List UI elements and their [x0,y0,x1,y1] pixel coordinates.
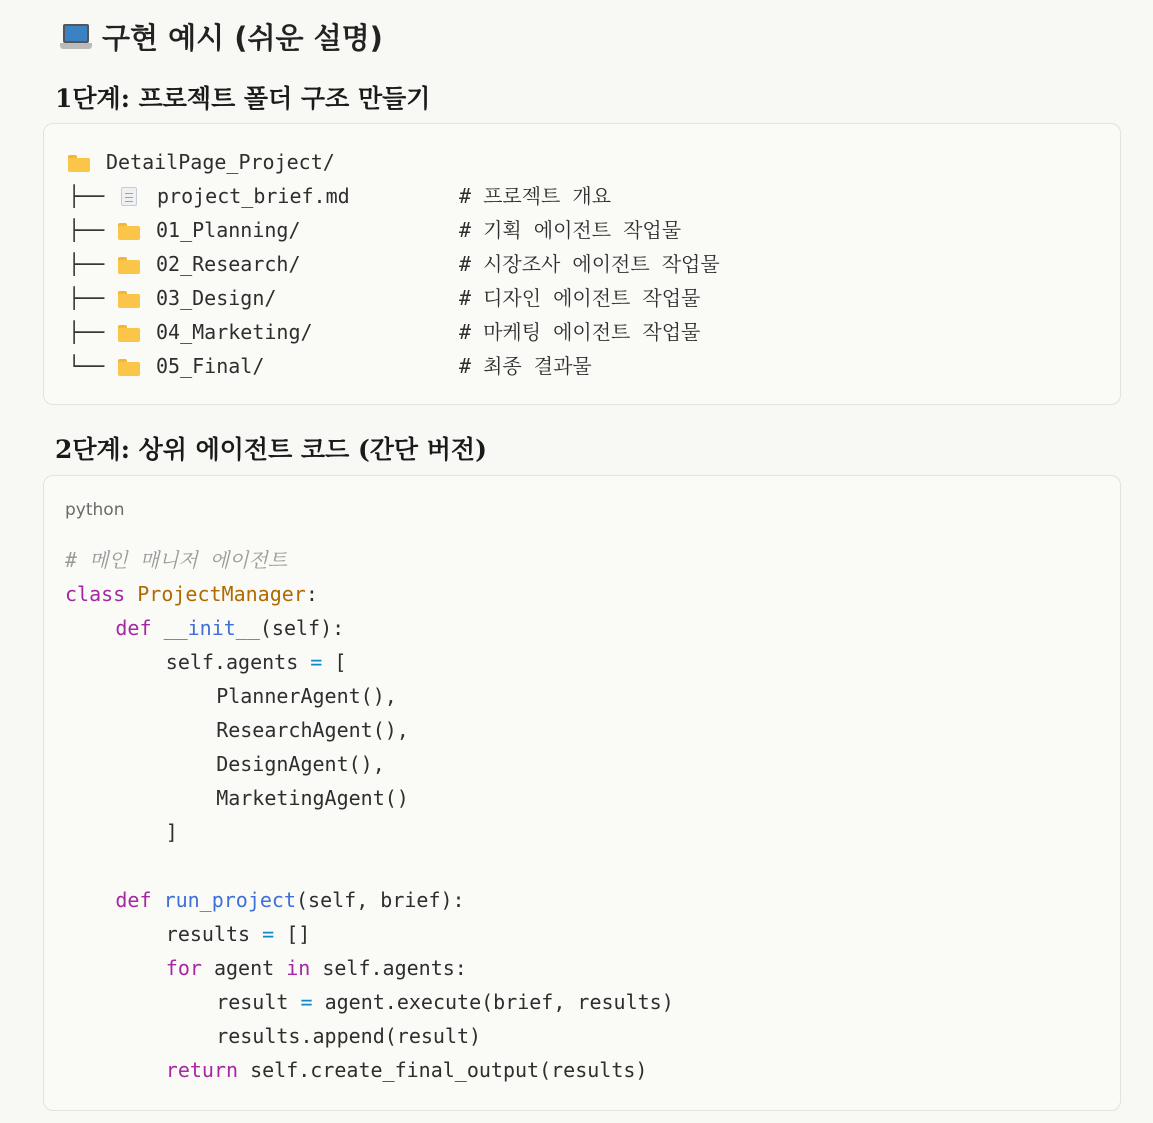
code-token: PlannerAgent(), [216,684,397,708]
tree-item-comment: # 프로젝트 개요 [459,184,612,208]
tree-branch: └── [68,354,105,378]
code-token: = [300,990,313,1014]
code-line [216,679,397,713]
code-line [166,917,311,951]
tree-item [68,349,592,383]
code-line [166,645,347,679]
tree-item [68,281,701,315]
code-line [216,985,674,1019]
code-token: self.agents: [310,956,467,980]
tree-item-comment: # 시장조사 에이전트 작업물 [459,252,720,276]
code-token: MarketingAgent() [216,786,409,810]
code-token: = [310,650,323,674]
step2-heading: 2단계: 상위 에이전트 코드 (간단 버전) [55,435,487,464]
code-token: __init__ [163,616,260,640]
tree-root [68,145,335,179]
tree-item-comment: # 디자인 에이전트 작업물 [459,286,701,310]
code-token: DesignAgent(), [216,752,385,776]
tree-item-comment: # 기획 에이전트 작업물 [459,218,682,242]
code-token: for [165,956,202,980]
folder-icon [68,155,90,171]
folder-icon [118,257,140,273]
code-token: agent.execute(brief, results) [312,990,674,1014]
code-token: result [216,990,301,1014]
folder-icon [118,291,140,307]
code-token: [] [274,922,311,946]
code-token: ResearchAgent(), [216,718,409,742]
code-token: class [65,582,138,606]
laptop-icon [60,24,92,50]
folder-icon [118,223,140,239]
code-line [166,951,467,985]
tree-branch: ├── [68,184,105,208]
code-token: (self): [259,616,345,640]
file-icon [121,187,137,206]
code-token: run_project [163,888,297,912]
code-line [115,611,344,645]
page-title-text: 구현 예시 (쉬운 설명) [102,21,383,55]
code-line [216,781,409,815]
page-title [60,16,383,57]
tree-item-name: 02_Research/ [156,252,301,276]
code-line [65,543,287,577]
code-line [166,815,178,849]
tree-item [68,315,701,349]
code-language-label: python [65,500,125,520]
code-line [65,577,318,611]
tree-item-name: project_brief.md [157,184,350,208]
tree-branch: ├── [68,286,105,310]
code-token: # 메인 매니저 에이전트 [65,548,288,572]
tree-item [68,179,612,213]
code-block [43,475,1121,1111]
folder-icon [118,359,140,375]
code-token: : [305,582,318,606]
tree-item [68,247,720,281]
tree-item-name: 04_Marketing/ [156,320,313,344]
code-token: def [115,616,164,640]
code-token: results.append(result) [216,1024,482,1048]
folder-icon [118,325,140,341]
code-token: [ [322,650,347,674]
code-token: ProjectManager [137,582,306,606]
tree-item-comment: # 마케팅 에이전트 작업물 [459,320,701,344]
tree-branch: ├── [68,320,105,344]
code-token: self.agents [165,650,311,674]
tree-item-comment: # 최종 결과물 [459,354,592,378]
code-line [115,883,464,917]
tree-branch: ├── [68,252,105,276]
code-token: agent [201,956,287,980]
code-token: (self, brief): [296,888,465,912]
tree-item-name: 05_Final/ [156,354,265,378]
code-token: return [165,1058,239,1082]
code-line [166,1053,648,1087]
code-token: def [115,888,164,912]
code-token: = [262,922,275,946]
code-token: ] [165,820,178,844]
tree-item [68,213,682,247]
code-token: in [286,956,311,980]
tree-branch: ├── [68,218,105,242]
tree-root-name: DetailPage_Project/ [106,150,335,174]
step1-heading: 1단계: 프로젝트 폴더 구조 만들기 [55,84,431,113]
code-line [216,713,409,747]
code-line [216,747,385,781]
code-token: results [165,922,263,946]
code-line [216,1019,481,1053]
folder-tree-block [43,123,1121,405]
code-token: self.create_final_output(results) [238,1058,648,1082]
tree-item-name: 01_Planning/ [156,218,301,242]
tree-item-name: 03_Design/ [156,286,277,310]
